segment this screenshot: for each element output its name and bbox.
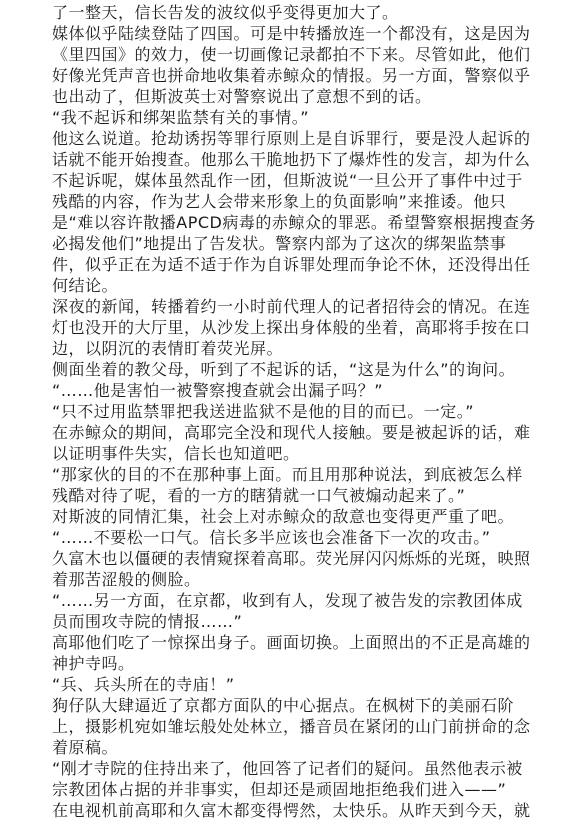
paragraph (52, 401, 583, 422)
text-line: 何结论。 (52, 276, 119, 295)
text-line: 对斯波的同情汇集，社会上对赤鲸众的敌意也变得更严重了吧。 (52, 507, 515, 526)
text-line: 侧面坐着的教父母，听到了不起诉的话，“这是为什么”的询问。 (52, 360, 516, 379)
text-line: “刚才寺院的住持出来了，他回答了记者们的疑问。虽然他表示被 (52, 759, 523, 778)
text-line: “我不起诉和绑架监禁有关的事情。” (52, 108, 310, 127)
text-line: 话就不能开始搜查。他那么干脆地扔下了爆炸性的发言，却为什么 (52, 150, 531, 169)
text-line: 狗仔队大肆逼近了京都方面队的中心据点。在枫树下的美丽石阶 (52, 696, 515, 715)
text-line: 着那苦涩般的侧脸。 (52, 570, 201, 589)
text-line: 深夜的新闻，转播着约一小时前代理人的记者招待会的情况。在连 (52, 297, 531, 316)
paragraph (52, 380, 583, 401)
paragraph (52, 548, 583, 590)
text-line: 久富木也以僵硬的表情窥探着高耶。荧光屏闪闪烁烁的光斑，映照 (52, 549, 531, 568)
paragraph (52, 107, 583, 128)
text-line: 不起诉呢，媒体虽然乱作一团，但斯波说“一旦公开了事件中过于 (52, 171, 523, 190)
text-line: “……另一方面，在京都，收到有人，发现了被告发的宗教团体成 (52, 591, 523, 610)
paragraph (52, 296, 583, 359)
text-line: 必揭发他们”地提出了告发状。警察内部为了这次的绑架监禁事 (52, 234, 507, 253)
text-line: 是“难以容许散播APCD病毒的赤鲸众的罪恶。希望警察根据搜查务 (52, 213, 536, 232)
text-line: 员而围攻寺院的情报……” (52, 612, 243, 631)
paragraph (52, 2, 583, 23)
paragraph (52, 23, 583, 107)
text-line: 着原稿。 (52, 738, 119, 757)
paragraph (52, 464, 583, 506)
text-line: 在赤鲸众的期间，高耶完全没和现代人接触。要是被起诉的话，难 (52, 423, 531, 442)
text-line: “那家伙的目的不在那种事上面。而且用那种说法，到底被怎么样 (52, 465, 523, 484)
text-line: 神护寺吗。 (52, 654, 135, 673)
paragraph (52, 527, 583, 548)
text-line: 媒体似乎陆续登陆了四国。可是中转播放连一个都没有，这是因为 (52, 24, 531, 43)
text-line: 上，摄影机宛如雏坛般处处林立，播音员在紧闭的山门前拼命的念 (52, 717, 531, 736)
text-line: 宗教团体占据的并非事实，但却还是顽固地拒绝我们进入——” (52, 780, 507, 799)
text-line: “……不要松一口气。信长多半应该也会准备下一次的攻击。” (52, 528, 491, 547)
text-line: 好像光凭声音也拼命地收集着赤鲸众的情报。另一方面，警察似乎 (52, 66, 531, 85)
paragraph (52, 422, 583, 464)
text-line: 以证明事件失实，信长也知道吧。 (52, 444, 300, 463)
text-line: 他这么说道。抢劫诱拐等罪行原则上是自诉罪行，要是没人起诉的 (52, 129, 531, 148)
text-line: 高耶他们吃了一惊探出身子。画面切换。上面照出的不正是高雄的 (52, 633, 531, 652)
text-line: 件，似乎正在为适不适于作为自诉罪处理而争论不休，还没得出任 (52, 255, 531, 274)
text-line: 了一整天，信长告发的波纹似乎变得更加大了。 (52, 3, 399, 22)
paragraph (52, 800, 583, 821)
paragraph (52, 758, 583, 800)
paragraph (52, 632, 583, 674)
text-line: 《里四国》的效力，使一切画像记录都拍不下来。尽管如此，他们 (52, 45, 531, 64)
paragraph (52, 674, 583, 695)
text-line: 也出动了，但斯波英士对警察说出了意想不到的话。 (52, 87, 432, 106)
paragraph (52, 506, 583, 527)
paragraph (52, 128, 583, 296)
text-line: “兵、兵头所在的寺庙！” (52, 675, 235, 694)
text-line: 边，以阴沉的表情盯着荧光屏。 (52, 339, 284, 358)
text-line: 灯也没开的大厅里，从沙发上探出身体般的坐着，高耶将手按在口 (52, 318, 531, 337)
text-line: 残酷的内容，作为艺人会带来形象上的负面影响”来推诿。他只 (52, 192, 507, 211)
text-line: “只不过用监禁罪把我送进监狱不是他的目的而已。一定。” (52, 402, 475, 421)
paragraph (52, 695, 583, 758)
text-line: “……他是害怕一被警察搜查就会出漏子吗？” (52, 381, 384, 400)
text-line: 残酷对待了呢，看的一方的瞎猜就一口气被煽动起来了。” (52, 486, 466, 505)
paragraph (52, 359, 583, 380)
paragraph (52, 590, 583, 632)
text-line: 在电视机前高耶和久富木都变得愕然，太快乐。从昨天到今天，就 (52, 801, 531, 820)
